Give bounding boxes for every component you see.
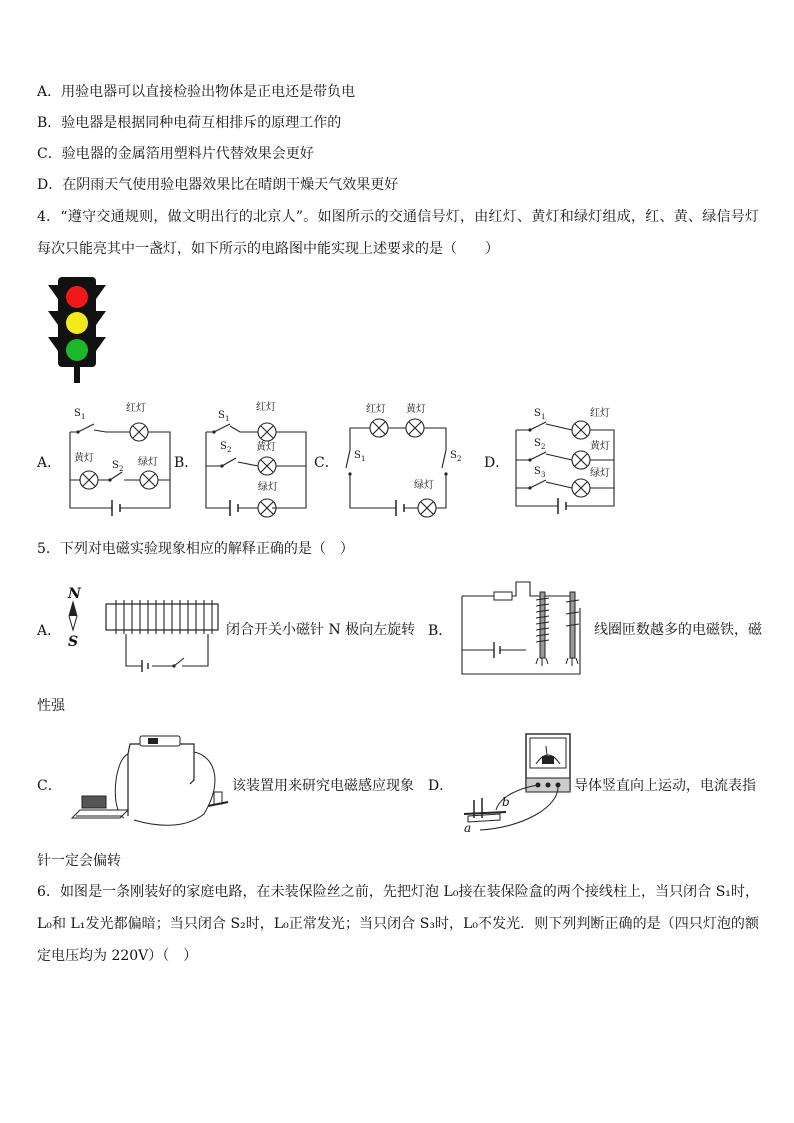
q4-option-b-label: B． bbox=[174, 455, 199, 471]
q5-d-figure bbox=[460, 728, 570, 838]
q6-stem: 6．如图是一条刚装好的家庭电路，在未装保险丝之前，先把灯泡 L₀接在装保险盒的两个接线柱上，当只闭合 S₁时，L₀和 L₁发光都偏暗；当只闭合 S₂时，L₀正常发光；当只闭合 S₃时，L₀不发光．则下列判断正确的是（四只灯泡的额定电压均为 220V）（ ） bbox=[37, 884, 759, 964]
b-red-label: 红灯 bbox=[256, 402, 276, 413]
d-red-label: 红灯 bbox=[590, 408, 610, 419]
q5-option-b-continued: 性强 bbox=[37, 698, 65, 714]
traffic-light-figure bbox=[46, 275, 108, 383]
compass-n: N bbox=[68, 586, 81, 602]
q5-a-figure bbox=[62, 584, 222, 670]
svg-text:1: 1 bbox=[361, 455, 366, 463]
svg-text:S: S bbox=[220, 441, 227, 452]
q4-option-d-label: D． bbox=[484, 455, 510, 471]
q3-option-c: C．验电器的金属箔用塑料片代替效果会更好 bbox=[37, 146, 314, 162]
circuit-c bbox=[342, 398, 462, 524]
circuit-d bbox=[510, 398, 620, 524]
svg-text:S: S bbox=[534, 438, 541, 449]
a-green-label: 绿灯 bbox=[138, 457, 158, 468]
c-yellow-label: 黄灯 bbox=[406, 404, 426, 415]
circuit-a bbox=[66, 398, 176, 524]
yellow-light bbox=[66, 312, 88, 334]
q5-option-a-label: A． bbox=[37, 623, 62, 639]
conductor-b-label: b bbox=[502, 795, 510, 809]
svg-text:3: 3 bbox=[541, 471, 546, 479]
svg-text:S: S bbox=[534, 408, 541, 419]
svg-text:S: S bbox=[218, 410, 225, 421]
q5-option-c-text: 该装置用来研究电磁感应现象 bbox=[232, 778, 414, 794]
q5-option-b-label: B． bbox=[428, 623, 453, 639]
green-light bbox=[66, 339, 88, 361]
q5-option-b-text: 线圈匝数越多的电磁铁，磁 bbox=[594, 622, 762, 638]
q3-option-d: D．在阴雨天气使用验电器效果比在晴朗干燥天气效果更好 bbox=[37, 177, 399, 193]
b-yellow-label: 黄灯 bbox=[256, 442, 276, 453]
q5-option-c-label: C． bbox=[37, 778, 62, 794]
d-green-label: 绿灯 bbox=[590, 468, 610, 479]
q5-c-figure bbox=[64, 730, 234, 830]
b-green-label: 绿灯 bbox=[258, 482, 278, 493]
q4-option-a-label: A． bbox=[37, 455, 62, 471]
svg-text:2: 2 bbox=[457, 455, 462, 463]
svg-text:S: S bbox=[354, 450, 361, 461]
svg-text:2: 2 bbox=[541, 443, 546, 451]
q4-option-c-label: C． bbox=[314, 455, 339, 471]
q3-option-a: A．用验电器可以直接检验出物体是正电还是带负电 bbox=[37, 84, 356, 100]
svg-text:1: 1 bbox=[81, 413, 86, 421]
q3-option-b: B．验电器是根据同种电荷互相排斥的原理工作的 bbox=[37, 115, 342, 131]
svg-text:S: S bbox=[112, 460, 119, 471]
svg-text:S: S bbox=[450, 450, 457, 461]
conductor-a-label: a bbox=[464, 821, 472, 835]
svg-text:1: 1 bbox=[541, 413, 546, 421]
a-s1-label: S bbox=[74, 408, 81, 419]
circuit-b bbox=[200, 398, 312, 524]
a-red-label: 红灯 bbox=[126, 403, 146, 414]
q5-b-figure bbox=[456, 578, 590, 676]
q5-option-d-text: 导体竖直向上运动，电流表指 bbox=[574, 778, 756, 794]
red-light bbox=[66, 286, 88, 308]
q5-stem: 5．下列对电磁实验现象相应的解释正确的是（ ） bbox=[37, 541, 354, 557]
svg-text:2: 2 bbox=[119, 465, 124, 473]
q5-option-d-continued: 针一定会偏转 bbox=[37, 853, 121, 869]
c-green-label: 绿灯 bbox=[414, 480, 434, 491]
q5-option-d-label: D． bbox=[428, 778, 454, 794]
svg-text:2: 2 bbox=[227, 446, 232, 454]
svg-text:S: S bbox=[534, 466, 541, 477]
c-red-label: 红灯 bbox=[366, 404, 386, 415]
svg-text:1: 1 bbox=[225, 415, 230, 423]
compass-s: S bbox=[68, 634, 79, 650]
a-yellow-label: 黄灯 bbox=[74, 453, 94, 464]
d-yellow-label: 黄灯 bbox=[590, 441, 610, 452]
q4-stem: 4．“遵守交通规则，做文明出行的北京人”。如图所示的交通信号灯，由红灯、黄灯和绿灯组成，红、黄、绿信号灯每次只能亮其中一盏灯，如下所示的电路图中能实现上述要求的是（ ） bbox=[37, 209, 759, 257]
q5-option-a-text: 闭合开关小磁针 N 极向左旋转 bbox=[226, 622, 416, 638]
